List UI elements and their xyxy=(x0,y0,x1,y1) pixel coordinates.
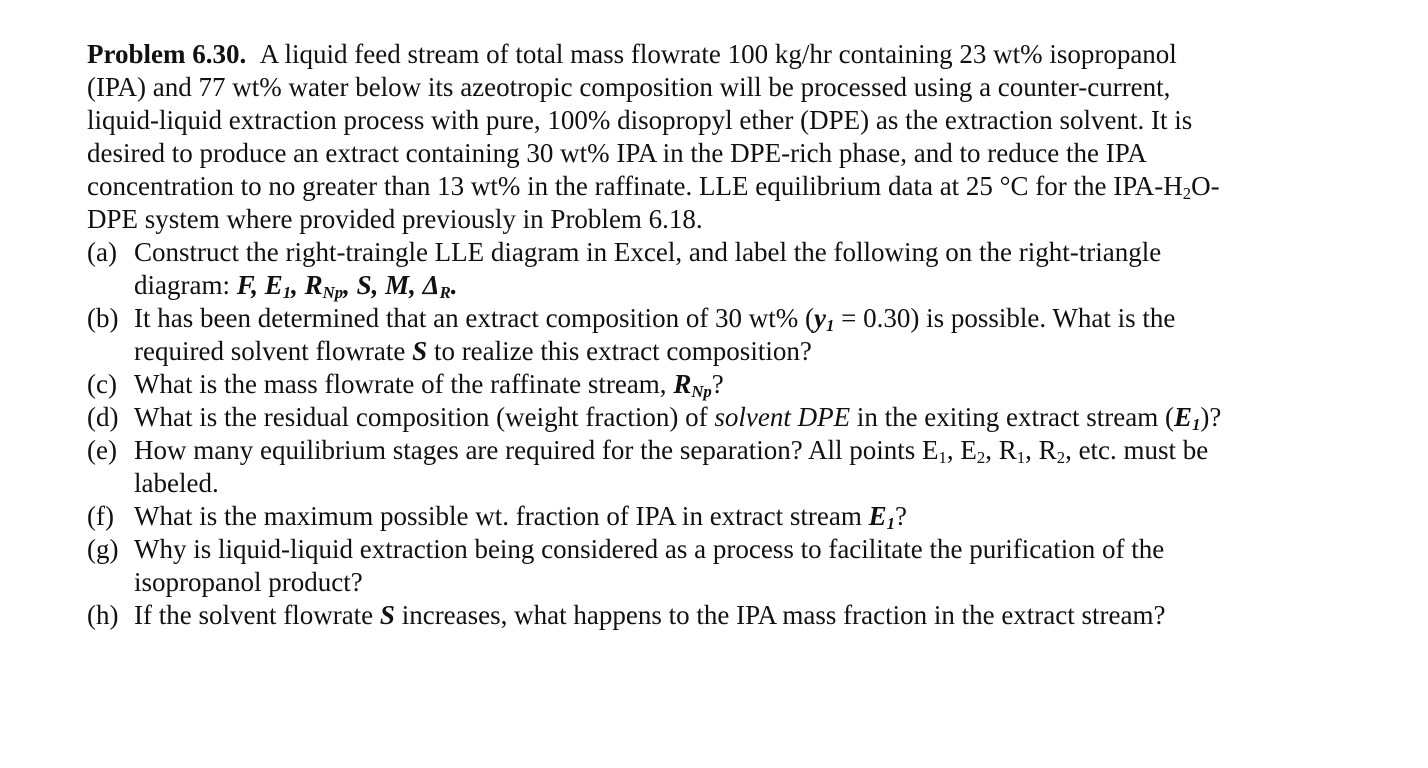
label-end: . xyxy=(450,270,458,300)
problem-label: Problem 6.30. xyxy=(87,39,247,69)
e2-label: , E xyxy=(946,435,977,465)
rnp-symbol xyxy=(673,369,712,402)
label-s-m-delta: , S, M, Δ xyxy=(343,270,440,300)
question-marker-h: (h) xyxy=(87,600,119,630)
question-marker-d: (d) xyxy=(87,402,119,432)
e1-sub: 1 xyxy=(938,448,947,468)
e1-symbol xyxy=(1173,402,1201,435)
intro-line-3: liquid-liquid extraction process with pure, 100% disopropyl ether (DPE) as the extraction solvent. It is xyxy=(87,105,1193,135)
r-label: R xyxy=(673,369,692,399)
question-d-text-2: in the exiting extract stream ( xyxy=(850,402,1174,432)
s-symbol: S xyxy=(412,336,428,366)
question-b-text-1a: It has been determined that an extract composition of 30 wt% ( xyxy=(134,303,815,333)
r2-sub: 2 xyxy=(1056,448,1066,468)
e-label-f: E xyxy=(868,501,887,531)
question-e-line-2: labeled. xyxy=(134,468,219,498)
label-e-sub: 1 xyxy=(282,283,292,303)
question-f-line-1 xyxy=(134,500,1407,533)
question-c-end: ? xyxy=(711,369,724,399)
question-c xyxy=(87,368,1407,401)
solvent-dpe-italic: solvent DPE xyxy=(714,402,851,432)
label-f-e: F, E xyxy=(236,270,283,300)
question-b-text-2a: required solvent flowrate xyxy=(134,336,413,366)
question-f-text: What is the maximum possible wt. fraction of IPA in extract stream xyxy=(134,501,869,531)
question-b xyxy=(87,302,1407,368)
question-b-line-2 xyxy=(134,335,1407,368)
intro-line-5 xyxy=(87,170,1407,203)
e-sub-f: 1 xyxy=(886,514,895,534)
question-b-line-1 xyxy=(134,302,1407,335)
e2-sub: 2 xyxy=(976,448,986,468)
r1-label: , R xyxy=(985,435,1017,465)
question-a xyxy=(87,236,1407,302)
question-b-text-1b: = 0.30) is possible. What is the xyxy=(834,303,1176,333)
r-sub: Np xyxy=(691,382,712,402)
question-d-text: What is the residual composition (weight fraction) of xyxy=(134,402,715,432)
intro-line-6: DPE system where provided previously in Problem 6.18. xyxy=(87,204,703,234)
question-g xyxy=(87,533,1407,599)
question-g-line-2: isopropanol product? xyxy=(134,567,363,597)
e-label: E xyxy=(1173,402,1192,432)
y-sub: 1 xyxy=(826,316,835,336)
label-delta-sub: R xyxy=(439,283,451,303)
y-label: y xyxy=(814,303,827,333)
intro-line-4: desired to produce an extract containing 30 wt% IPA in the DPE-rich phase, and to reduce the IPA xyxy=(87,138,1147,168)
question-f xyxy=(87,500,1407,533)
question-c-text: What is the mass flowrate of the raffinate stream, xyxy=(134,369,674,399)
r1-sub: 1 xyxy=(1016,448,1026,468)
problem-statement xyxy=(87,38,1407,236)
s-symbol-h: S xyxy=(379,600,395,630)
e-sub: 1 xyxy=(1191,415,1201,435)
y1-symbol xyxy=(814,303,835,336)
question-a-line-1: Construct the right-traingle LLE diagram in Excel, and label the following on the right-triangle xyxy=(134,237,1162,267)
intro-text-5: concentration to no greater than 13 wt% in the raffinate. LLE equilibrium data at 25 °C for the IPA-H xyxy=(87,171,1183,201)
question-marker-b: (b) xyxy=(87,303,119,333)
question-c-line-1 xyxy=(134,368,1407,401)
question-b-text-2b: to realize this extract composition? xyxy=(427,336,812,366)
question-f-end: ? xyxy=(895,501,907,531)
question-a-line-2 xyxy=(134,269,1407,302)
question-e xyxy=(87,434,1407,500)
intro-text-5b: O- xyxy=(1191,171,1220,201)
question-e-line-1 xyxy=(134,434,1407,467)
problem-document xyxy=(87,38,1407,632)
label-r-sub: Np xyxy=(322,283,344,303)
question-h-text-b: increases, what happens to the IPA mass fraction in the extract stream? xyxy=(394,600,1166,630)
question-h xyxy=(87,599,1407,632)
intro-line-1 xyxy=(87,38,1407,71)
intro-line-2: (IPA) and 77 wt% water below its azeotropic composition will be processed using a counter-current, xyxy=(87,72,1171,102)
label-r: , R xyxy=(291,270,323,300)
question-e-text: How many equilibrium stages are required for the separation? All points E xyxy=(134,435,939,465)
question-marker-g: (g) xyxy=(87,534,119,564)
question-marker-e: (e) xyxy=(87,435,117,465)
intro-text-1: A liquid feed stream of total mass flowrate 100 kg/hr containing 23 wt% isopropanol xyxy=(259,39,1177,69)
e1-symbol-f xyxy=(868,501,895,534)
question-h-line-1 xyxy=(134,599,1407,632)
question-h-text-a: If the solvent flowrate xyxy=(134,600,380,630)
question-d xyxy=(87,401,1407,434)
r2-label: , R xyxy=(1025,435,1057,465)
question-marker-c: (c) xyxy=(87,369,117,399)
question-g-line-1: Why is liquid-liquid extraction being considered as a process to facilitate the purification of the xyxy=(134,534,1165,564)
question-d-line-1 xyxy=(134,401,1407,434)
question-marker-a: (a) xyxy=(87,237,117,267)
question-a-prefix: diagram: xyxy=(134,270,237,300)
question-e-text-end: , etc. must be xyxy=(1065,435,1209,465)
h2o-subscript: 2 xyxy=(1182,184,1192,204)
question-d-end: )? xyxy=(1200,402,1222,432)
question-list xyxy=(87,236,1407,632)
question-marker-f: (f) xyxy=(87,501,114,531)
diagram-labels xyxy=(236,270,458,303)
